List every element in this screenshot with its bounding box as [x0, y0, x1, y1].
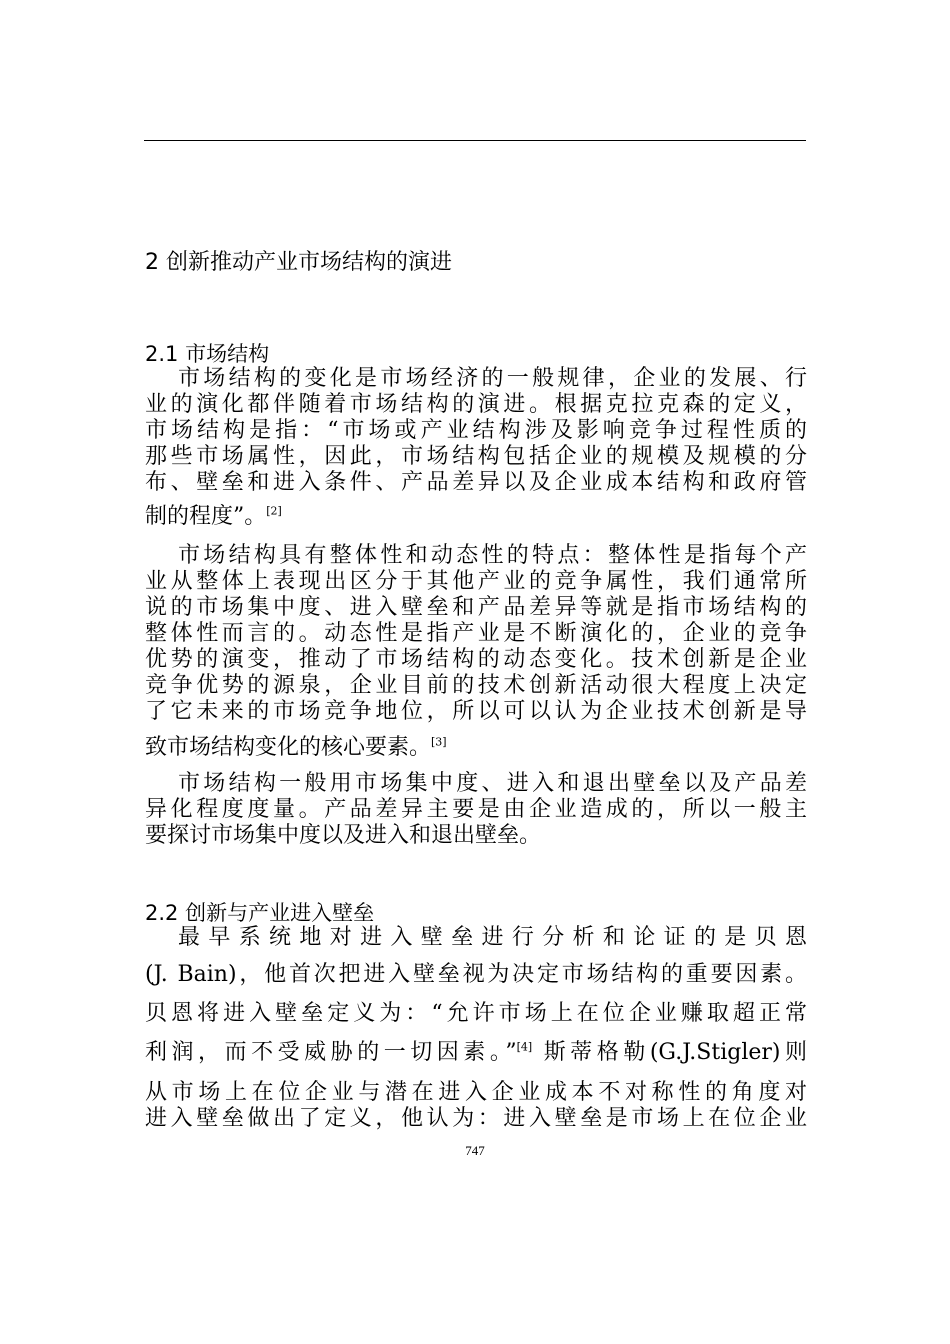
paragraph-line: 异化程度度量。产品差异主要是由企业造成的，所以一般主	[145, 797, 807, 822]
paragraph-line: 要探讨市场集中度以及进入和退出壁垒。	[145, 823, 542, 848]
paragraph-text: 斯蒂格勒(G.J.Stigler)则	[532, 1040, 808, 1065]
paragraph-line: 贝恩将进入壁垒定义为：“允许市场上在位企业赚取超正常	[145, 1001, 807, 1026]
paragraph-line: 市场结构具有整体性和动态性的特点：整体性是指每个产	[178, 543, 807, 568]
paragraph-line: 布、壁垒和进入条件、产品差异以及企业成本结构和政府管	[145, 470, 807, 495]
paragraph-line: 进入壁垒做出了定义，他认为：进入壁垒是市场上在位企业	[145, 1106, 807, 1131]
paragraph-line: 从市场上在位企业与潜在进入企业成本不对称性的角度对	[145, 1080, 807, 1105]
header-rule	[144, 140, 806, 141]
paragraph-line-last	[145, 735, 807, 761]
paragraph-text: 利润，而不受威胁的一切因素。”	[145, 1040, 517, 1065]
paragraph-line: 说的市场集中度、进入壁垒和产品差异等就是指市场结构的	[145, 595, 807, 620]
page-number: 747	[465, 1143, 485, 1158]
paragraph-line: 那些市场属性，因此，市场结构包括企业的规模及规模的分	[145, 444, 807, 469]
paragraph-line: (J. Bain)，他首次把进入壁垒视为决定市场结构的重要因素。	[145, 962, 807, 987]
paragraph-line: 了它未来的市场竞争地位，所以可以认为企业技术创新是导	[145, 699, 807, 724]
section-title: 2 创新推动产业市场结构的演进	[145, 250, 452, 275]
paragraph-text: 致市场结构变化的核心要素。	[145, 735, 432, 760]
paragraph-line: 市场结构的变化是市场经济的一般规律，企业的发展、行	[178, 366, 807, 391]
subsection-title-2-2: 2.2 创新与产业进入壁垒	[145, 901, 375, 925]
paragraph-line: 竞争优势的源泉，企业目前的技术创新活动很大程度上决定	[145, 673, 807, 698]
paragraph-line	[145, 1040, 807, 1066]
paragraph-line: 业从整体上表现出区分于其他产业的竞争属性，我们通常所	[145, 569, 807, 594]
paragraph-line: 整体性而言的。动态性是指产业是不断演化的，企业的竞争	[145, 621, 807, 646]
citation-ref: [4]	[516, 1040, 533, 1054]
paragraph-text: 制的程度”。	[145, 504, 267, 529]
paragraph-line-last	[145, 504, 807, 530]
paragraph-line: 业的演化都伴随着市场结构的演进。根据克拉克森的定义，	[145, 392, 807, 417]
paragraph-line: 优势的演变，推动了市场结构的动态变化。技术创新是企业	[145, 647, 807, 672]
subsection-title-2-1: 2.1 市场结构	[145, 342, 270, 366]
paragraph-line: 市场结构一般用市场集中度、进入和退出壁垒以及产品差	[178, 771, 807, 796]
citation-ref: [2]	[266, 504, 282, 518]
paragraph-line: 最 早 系 统 地 对 进 入 壁 垒 进 行 分 析 和 论 证 的 是 贝 恩	[178, 925, 807, 950]
paragraph-line: 市场结构是指：“市场或产业结构涉及影响竞争过程性质的	[145, 418, 807, 443]
citation-ref: [3]	[431, 735, 447, 749]
